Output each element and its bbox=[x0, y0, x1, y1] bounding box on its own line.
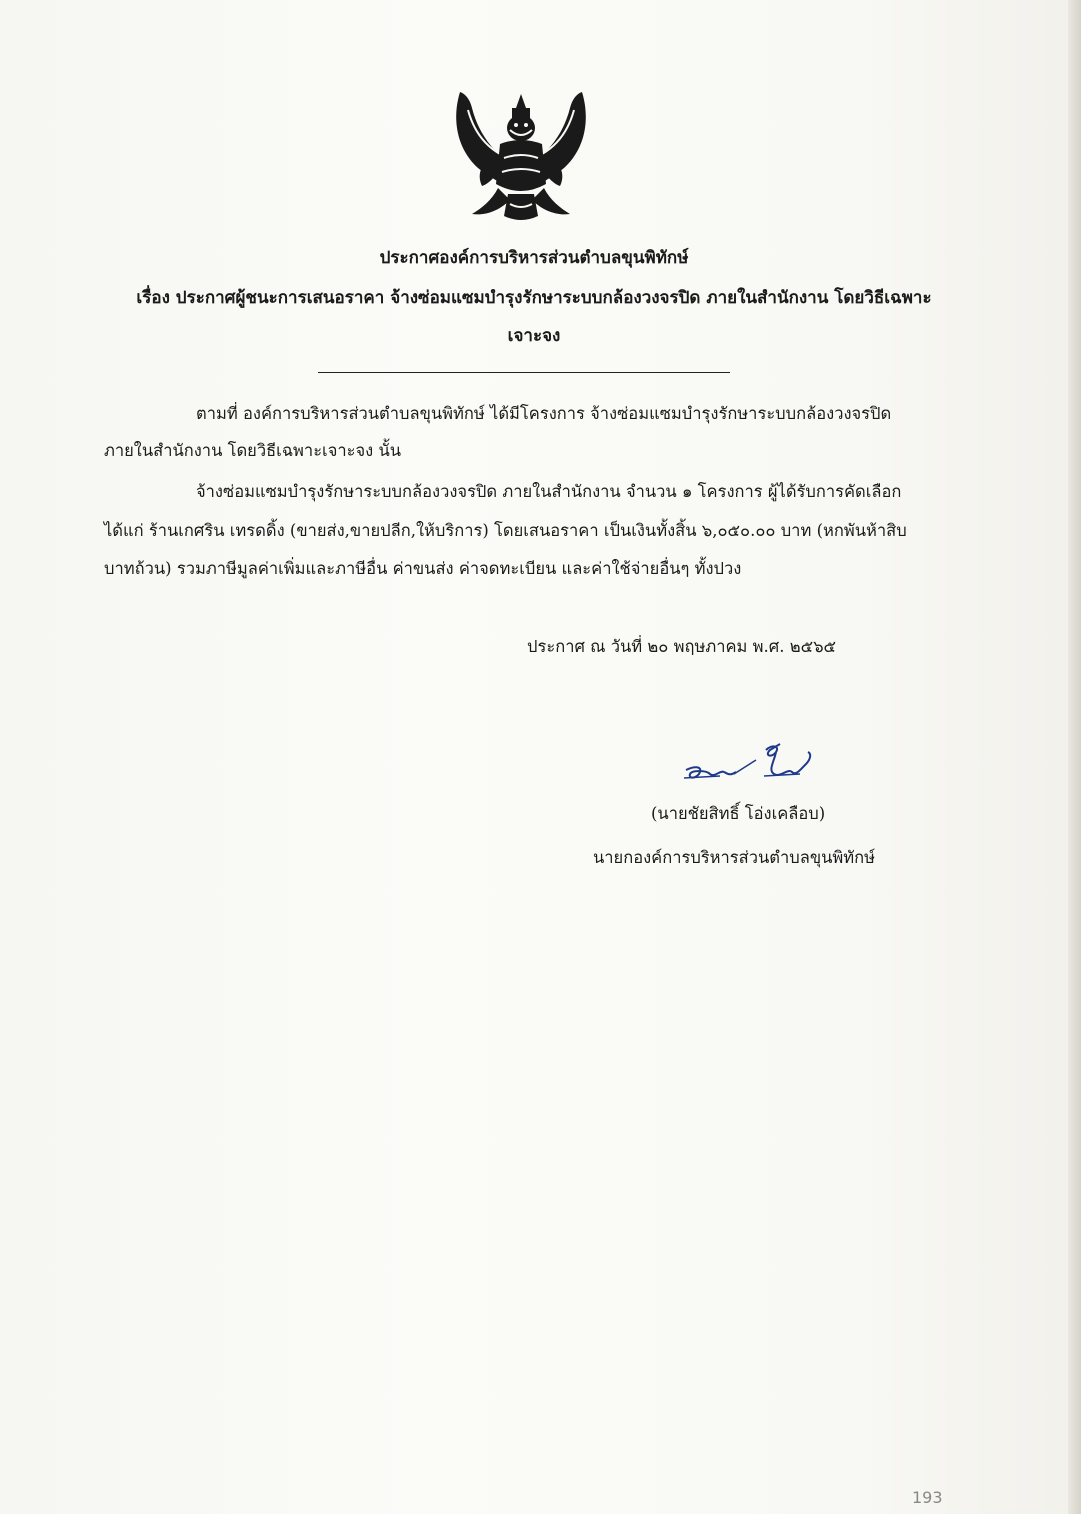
paragraph-2-line-3: บาทถ้วน) รวมภาษีมูลค่าเพิ่มและภาษีอื่น ค่าขนส่ง ค่าจดทะเบียน และค่าใช้จ่ายอื่นๆ ทั้งปวง bbox=[104, 559, 742, 578]
title-divider bbox=[318, 372, 730, 373]
document-title: ประกาศองค์การบริหารส่วนตำบลขุนพิทักษ์ bbox=[379, 248, 689, 268]
announcement-date: ประกาศ ณ วันที่ ๒๐ พฤษภาคม พ.ศ. ๒๕๖๕ bbox=[527, 637, 837, 656]
paragraph-1-line-2: ภายในสำนักงาน โดยวิธีเฉพาะเจาะจง นั้น bbox=[104, 441, 402, 460]
document-subject-continued: เจาะจง bbox=[507, 326, 561, 346]
signature-icon bbox=[680, 740, 820, 790]
paragraph-2-line-1: จ้างซ่อมแซมบำรุงรักษาระบบกล้องวงจรปิด ภายในสำนักงาน จำนวน ๑ โครงการ ผู้ได้รับการคัดเลือก bbox=[196, 482, 902, 501]
signer-position: นายกองค์การบริหารส่วนตำบลขุนพิทักษ์ bbox=[593, 848, 876, 867]
paragraph-2-line-2: ได้แก่ ร้านเกศริน เทรดดิ้ง (ขายส่ง,ขายปลีก,ให้บริการ) โดยเสนอราคา เป็นเงินทั้งสิ้น ๖,๐๕๐.๐๐ บาท (หกพันห้าสิบ bbox=[104, 521, 907, 540]
paper-edge bbox=[1068, 0, 1081, 1514]
page-number-mark: 193 bbox=[912, 1488, 943, 1507]
paragraph-1-line-1: ตามที่ องค์การบริหารส่วนตำบลขุนพิทักษ์ ได้มีโครงการ จ้างซ่อมแซมบำรุงรักษาระบบกล้องวงจรปิด bbox=[196, 404, 892, 423]
garuda-emblem-icon bbox=[452, 88, 590, 228]
signer-name: (นายชัยสิทธิ์ โอ่งเคลือบ) bbox=[651, 804, 826, 823]
document-subject: เรื่อง ประกาศผู้ชนะการเสนอราคา จ้างซ่อมแซมบำรุงรักษาระบบกล้องวงจรปิด ภายในสำนักงาน โดยวิธีเฉพาะ bbox=[136, 288, 932, 308]
